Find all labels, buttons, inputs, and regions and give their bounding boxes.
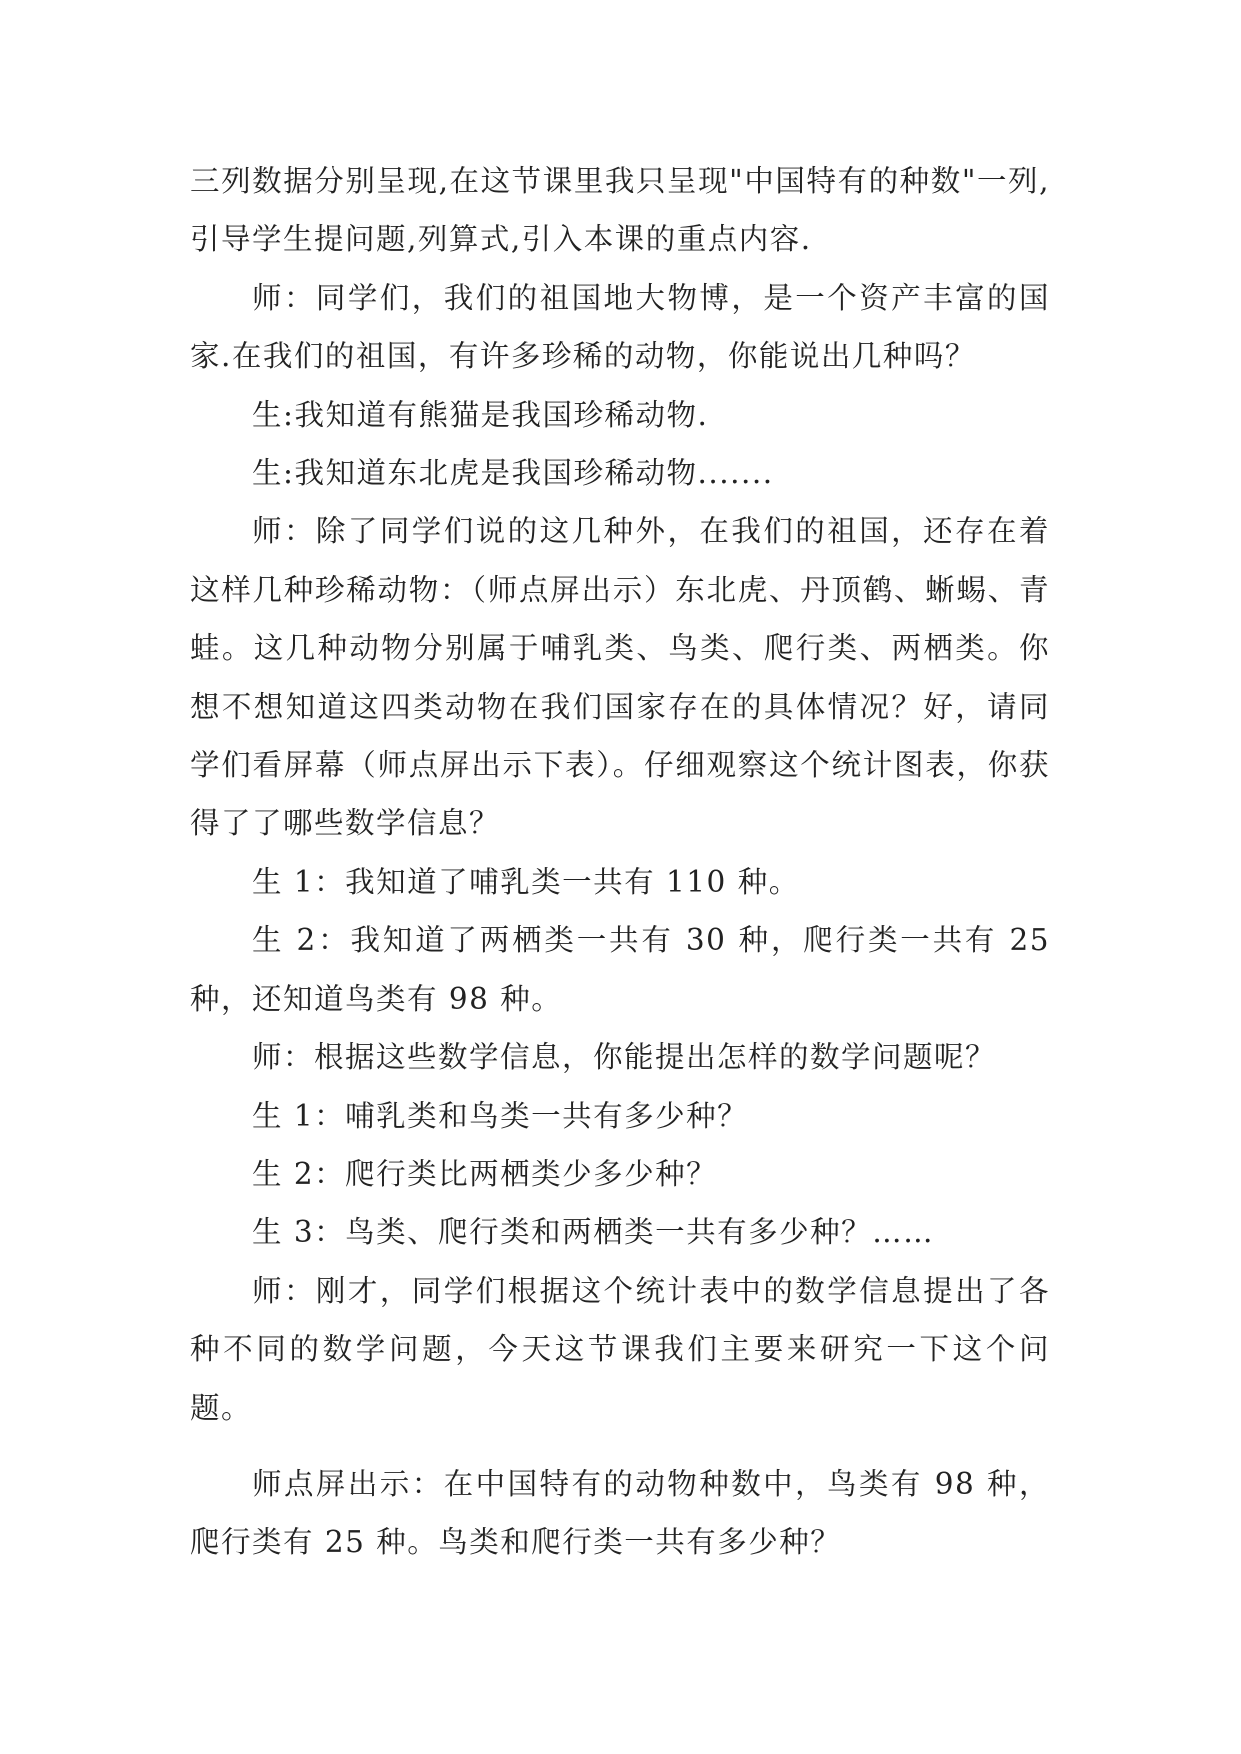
paragraph-student-panda: 生:我知道有熊猫是我国珍稀动物. bbox=[252, 397, 709, 432]
paragraph-teacher-animals: 师：除了同学们说的这几种外，在我们的祖国，还存在着这样几种珍稀动物：（师点屏出示）东北虎、丹顶鹤、蜥蜴、青蛙。这几种动物分别属于哺乳类、鸟类、爬行类、两栖类。你想不想知道这四类动物在我们国家存在的具体情况？好，请同学们看屏幕（师点屏出示下表）。仔细观察这个统计图表，你获得了了哪些数学信息？ bbox=[190, 514, 1050, 841]
paragraph-intro: 三列数据分别呈现,在这节课里我只呈现"中国特有的种数"一列,引导学生提问题,列算式,引入本课的重点内容. bbox=[190, 164, 1050, 257]
paragraph-student1-mammals: 生 1：我知道了哺乳类一共有 110 种。 bbox=[252, 864, 800, 899]
paragraph-student1-question: 生 1：哺乳类和鸟类一共有多少种？ bbox=[252, 1098, 749, 1133]
paragraph-teacher-question: 师：同学们，我们的祖国地大物博，是一个资产丰富的国家.在我们的祖国，有许多珍稀的动物，你能说出几种吗？ bbox=[190, 280, 1050, 374]
paragraph-student-tiger: 生:我知道东北虎是我国珍稀动物....... bbox=[252, 456, 774, 491]
paragraph-student3-question: 生 3：鸟类、爬行类和两栖类一共有多少种？…… bbox=[252, 1215, 935, 1250]
paragraph-problem-statement: 师点屏出示：在中国特有的动物种数中，鸟类有 98 种，爬行类有 25 种。鸟类和爬行类一共有多少种？ bbox=[190, 1466, 1050, 1560]
paragraph-student2-counts: 生 2：我知道了两栖类一共有 30 种，爬行类一共有 25 种，还知道鸟类有 98 种。 bbox=[190, 923, 1050, 1016]
paragraph-teacher-prompt: 师：根据这些数学信息，你能提出怎样的数学问题呢？ bbox=[252, 1040, 997, 1075]
paragraph-student2-question: 生 2：爬行类比两栖类少多少种？ bbox=[252, 1156, 718, 1191]
body-text bbox=[190, 152, 1050, 1572]
paragraph-teacher-summary: 师：刚才，同学们根据这个统计表中的数学信息提出了各种不同的数学问题，今天这节课我们主要来研究一下这个问题。 bbox=[190, 1273, 1050, 1425]
